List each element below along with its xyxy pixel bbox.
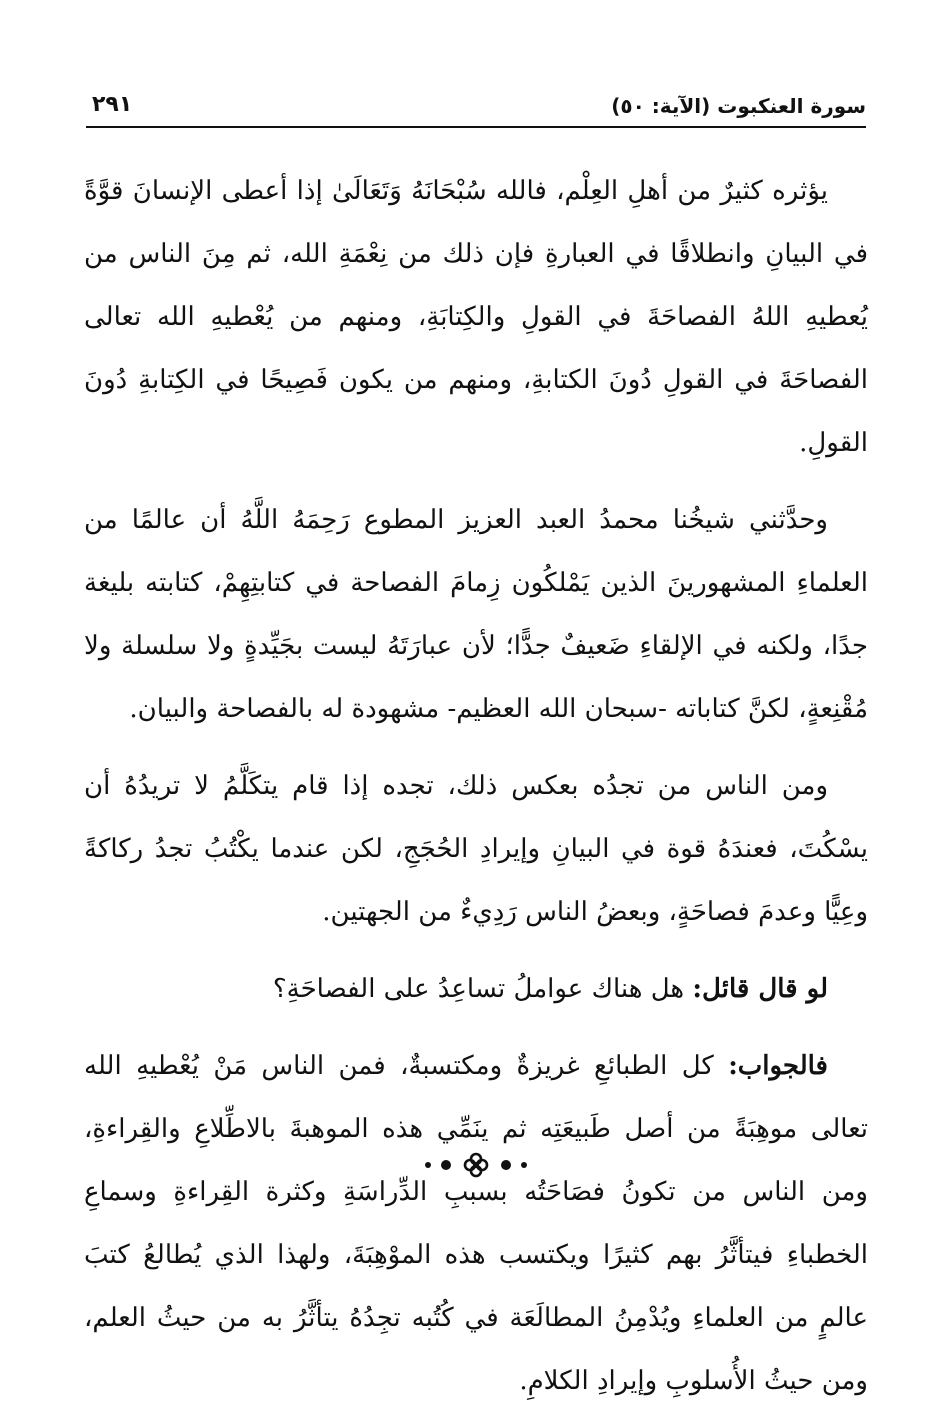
ornament-dot bbox=[425, 1162, 431, 1168]
ornament-dot bbox=[441, 1160, 451, 1170]
answer-text: كل الطبائعِ غريزةٌ ومكتسبةٌ، فمن الناس مَنْ يُعْطيهِ الله تعالى موهِبَةً من أصل طَبيعَتِه ثم ينَمِّي هذه الموهبةَ بالاطِّلاعِ والقِراءةِ، ومن الناس من تكونُ فصَاحَتُه بسببِ الدِّراسَةِ وكثرة القِراءةِ وسماعِ الخطباءِ فيتأثَّرُ بهم كثيرًا ويكتسب هذه الموْهِبَةَ، ولهذا الذي يُطالعُ كتبَ عالمٍ من العلماءِ ويُدْمِنُ المطالَعَة في كُتُبه تجِدُهُ يتأثَّرُ به من حيثُ العلم، ومن حيثُ الأُسلوبِ وإيرادِ الكلامِ. bbox=[84, 1051, 868, 1396]
paragraph-2 bbox=[84, 489, 868, 741]
knot-ornament-icon bbox=[461, 1150, 491, 1180]
page-body bbox=[84, 160, 868, 1427]
answer-lead: فالجواب: bbox=[728, 1051, 828, 1081]
page-header bbox=[86, 92, 866, 128]
paragraph-1 bbox=[84, 160, 868, 475]
paragraph-text: ومن الناس من تجدُه بعكس ذلك، تجده إذا قام يتكَلَّمُ لا تريدُهُ أن يسْكُتَ، فعندَهُ قوة في البيانِ وإيرادِ الحُجَجِ، لكن عندما يكْتُبُ تجدُ ركاكةً وعِيًّا وعدمَ فصاحَةٍ، وبعضُ الناس رَدِيءٌ من الجهتين. bbox=[84, 771, 868, 927]
paragraph-3 bbox=[84, 755, 868, 944]
surah-title: سورة العنكبوت (الآية: ٥٠) bbox=[611, 94, 866, 118]
ornament-dot bbox=[521, 1162, 527, 1168]
page-number: ٢٩١ bbox=[92, 92, 133, 117]
ornament-dot bbox=[501, 1160, 511, 1170]
paragraph-text: يؤثره كثيرٌ من أهلِ العِلْم، فالله سُبْحَانَهُ وَتَعَالَىٰ إذا أعطى الإنسانَ قوَّةً في البيانِ وانطلاقًا في العبارةِ فإن ذلك من نِعْمَةِ الله، ثم مِنَ الناس من يُعطيهِ اللهُ الفصاحَةَ في القولِ والكِتابَةِ، ومنهم من يُعْطيهِ الله تعالى الفصاحَةَ في القولِ دُونَ الكتابةِ، ومنهم من يكون فَصِيحًا في الكِتابةِ دُونَ القولِ. bbox=[84, 176, 868, 458]
section-end-ornament bbox=[0, 1150, 952, 1180]
paragraph-text: وحدَّثني شيخُنا محمدُ العبد العزيز المطوع رَحِمَهُ اللَّهُ أن عالمًا من العلماءِ المشهورينَ الذين يَمْلكُون زِمامَ الفصاحة في كتابتِهِمْ، كتابته بليغة جدًا، ولكنه في الإلقاءِ ضَعيفٌ جدًّا؛ لأن عبارَتَهُ ليست بجَيِّدةٍ ولا سلسلة ولا مُقْنِعةٍ، لكنَّ كتاباته -سبحان الله العظيم- مشهودة له بالفصاحة والبيان. bbox=[84, 505, 868, 724]
question-paragraph bbox=[84, 958, 868, 1021]
question-text: هل هناك عواملُ تساعِدُ على الفصاحَةِ؟ bbox=[272, 974, 693, 1004]
question-lead: لو قال قائل: bbox=[692, 974, 828, 1004]
answer-paragraph bbox=[84, 1035, 868, 1413]
